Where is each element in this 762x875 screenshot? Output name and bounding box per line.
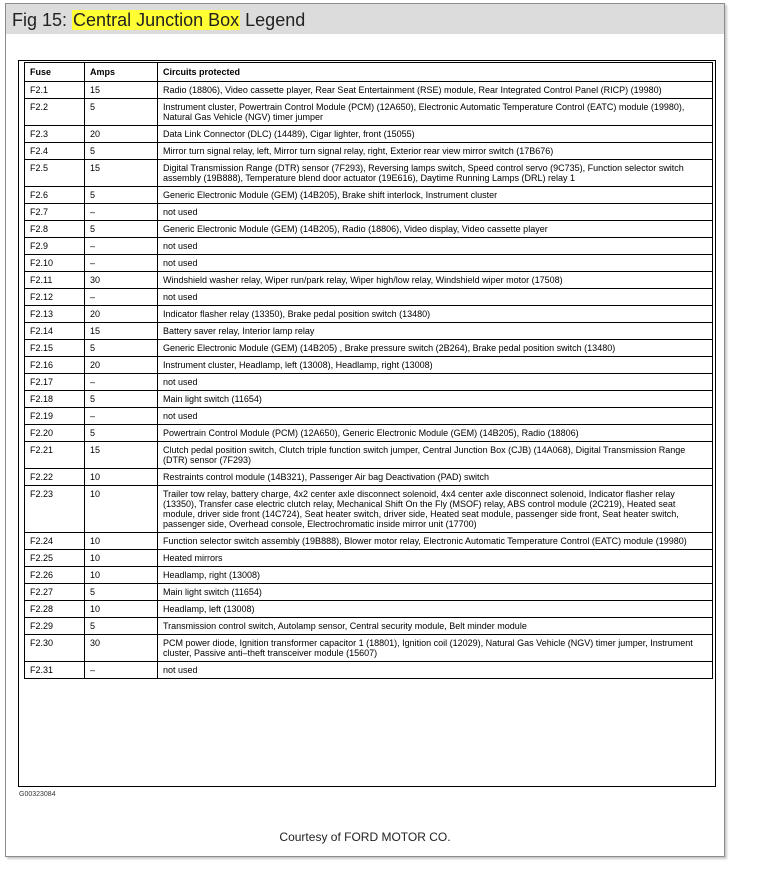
circuits-cell: Instrument cluster, Headlamp, left (13008), Headlamp, right (13008)	[158, 357, 713, 374]
table-row	[25, 662, 713, 679]
amps-cell: 10	[85, 469, 158, 486]
amps-cell: 10	[85, 486, 158, 533]
table-row	[25, 221, 713, 238]
table-row	[25, 635, 713, 662]
table-row	[25, 82, 713, 99]
amps-cell: 20	[85, 306, 158, 323]
table-row	[25, 425, 713, 442]
fuse-cell: F2.24	[25, 533, 85, 550]
table-row	[25, 204, 713, 221]
circuits-cell: Heated mirrors	[158, 550, 713, 567]
amps-cell: 10	[85, 550, 158, 567]
fuse-table	[24, 62, 713, 679]
fuse-cell: F2.12	[25, 289, 85, 306]
fuse-cell: F2.2	[25, 99, 85, 126]
title-bar	[6, 4, 724, 34]
circuits-cell: not used	[158, 408, 713, 425]
amps-cell: 10	[85, 601, 158, 618]
amps-cell: 10	[85, 567, 158, 584]
fuse-cell: F2.25	[25, 550, 85, 567]
circuits-cell: not used	[158, 238, 713, 255]
circuits-cell: not used	[158, 662, 713, 679]
circuits-cell: Headlamp, left (13008)	[158, 601, 713, 618]
fuse-cell: F2.20	[25, 425, 85, 442]
fuse-cell: F2.30	[25, 635, 85, 662]
fuse-legend-panel	[18, 60, 716, 787]
fuse-cell: F2.7	[25, 204, 85, 221]
table-row	[25, 391, 713, 408]
fuse-cell: F2.27	[25, 584, 85, 601]
circuits-cell: Powertrain Control Module (PCM) (12A650), Generic Electronic Module (GEM) (14B205), Radio (18806)	[158, 425, 713, 442]
table-row	[25, 340, 713, 357]
column-header-circuits: Circuits protected	[158, 63, 713, 82]
fuse-cell: F2.9	[25, 238, 85, 255]
circuits-cell: Instrument cluster, Powertrain Control Module (PCM) (12A650), Electronic Automatic Temperature Control (EATC) module (19980), Natural Gas Vehicle (NGV) timer jumper	[158, 99, 713, 126]
table-row	[25, 469, 713, 486]
table-header-row	[25, 63, 713, 82]
amps-cell: 5	[85, 143, 158, 160]
amps-cell: 15	[85, 442, 158, 469]
fuse-cell: F2.28	[25, 601, 85, 618]
amps-cell: 5	[85, 391, 158, 408]
figure-frame	[5, 3, 725, 857]
circuits-cell: not used	[158, 374, 713, 391]
fuse-cell: F2.14	[25, 323, 85, 340]
table-row	[25, 99, 713, 126]
fuse-cell: F2.31	[25, 662, 85, 679]
fuse-cell: F2.19	[25, 408, 85, 425]
fuse-cell: F2.8	[25, 221, 85, 238]
fuse-cell: F2.10	[25, 255, 85, 272]
fuse-cell: F2.3	[25, 126, 85, 143]
circuits-cell: not used	[158, 204, 713, 221]
amps-cell: 5	[85, 99, 158, 126]
table-row	[25, 323, 713, 340]
amps-cell: –	[85, 204, 158, 221]
fuse-cell: F2.16	[25, 357, 85, 374]
circuits-cell: Main light switch (11654)	[158, 584, 713, 601]
circuits-cell: Headlamp, right (13008)	[158, 567, 713, 584]
table-row	[25, 567, 713, 584]
amps-cell: –	[85, 255, 158, 272]
circuits-cell: Generic Electronic Module (GEM) (14B205) , Brake pressure switch (2B264), Brake pedal position switch (13480)	[158, 340, 713, 357]
fuse-cell: F2.5	[25, 160, 85, 187]
circuits-cell: Main light switch (11654)	[158, 391, 713, 408]
circuits-cell: Battery saver relay, Interior lamp relay	[158, 323, 713, 340]
amps-cell: 5	[85, 187, 158, 204]
fuse-cell: F2.26	[25, 567, 85, 584]
document-id: G00323084	[19, 791, 56, 798]
fuse-cell: F2.18	[25, 391, 85, 408]
amps-cell: 5	[85, 425, 158, 442]
amps-cell: 15	[85, 82, 158, 99]
amps-cell: 30	[85, 272, 158, 289]
amps-cell: –	[85, 662, 158, 679]
amps-cell: 5	[85, 221, 158, 238]
fig-label: Fig 15:	[12, 10, 68, 30]
fuse-cell: F2.13	[25, 306, 85, 323]
fuse-cell: F2.11	[25, 272, 85, 289]
circuits-cell: Clutch pedal position switch, Clutch triple function switch jumper, Central Junction Box (CJB) (14A068), Digital Transmission Range (DTR) sensor (7F293)	[158, 442, 713, 469]
figure-title	[12, 9, 305, 31]
fuse-cell: F2.17	[25, 374, 85, 391]
circuits-cell: Generic Electronic Module (GEM) (14B205), Radio (18806), Video display, Video cassette player	[158, 221, 713, 238]
circuits-cell: not used	[158, 289, 713, 306]
amps-cell: 5	[85, 584, 158, 601]
table-row	[25, 584, 713, 601]
circuits-cell: Function selector switch assembly (19B888), Blower motor relay, Electronic Automatic Temperature Control (EATC) module (19980)	[158, 533, 713, 550]
circuits-cell: Data Link Connector (DLC) (14489), Cigar lighter, front (15055)	[158, 126, 713, 143]
table-row	[25, 272, 713, 289]
table-row	[25, 143, 713, 160]
fuse-cell: F2.15	[25, 340, 85, 357]
fuse-cell: F2.6	[25, 187, 85, 204]
amps-cell: –	[85, 374, 158, 391]
column-header-fuse: Fuse	[25, 63, 85, 82]
amps-cell: 15	[85, 323, 158, 340]
amps-cell: 30	[85, 635, 158, 662]
circuits-cell: PCM power diode, Ignition transformer capacitor 1 (18801), Ignition coil (12029), Natural Gas Vehicle (NGV) timer jumper, Instrument cluster, Passive anti–theft transceiver module (15607)	[158, 635, 713, 662]
table-row	[25, 357, 713, 374]
table-row	[25, 255, 713, 272]
circuits-cell: Digital Transmission Range (DTR) sensor (7F293), Reversing lamps switch, Speed control servo (9C735), Function selector switch assembly (19B888), Temperature blend door actuator (19E616), Daytime Running Lamps (DRL) relay 1	[158, 160, 713, 187]
circuits-cell: Indicator flasher relay (13350), Brake pedal position switch (13480)	[158, 306, 713, 323]
title-highlight: Central Junction Box	[73, 10, 240, 30]
amps-cell: 5	[85, 618, 158, 635]
circuits-cell: Mirror turn signal relay, left, Mirror turn signal relay, right, Exterior rear view mirror switch (17B676)	[158, 143, 713, 160]
fuse-cell: F2.23	[25, 486, 85, 533]
table-row	[25, 408, 713, 425]
table-row	[25, 187, 713, 204]
amps-cell: –	[85, 238, 158, 255]
circuits-cell: not used	[158, 255, 713, 272]
table-row	[25, 486, 713, 533]
table-row	[25, 533, 713, 550]
table-row	[25, 289, 713, 306]
table-row	[25, 126, 713, 143]
amps-cell: 20	[85, 126, 158, 143]
column-header-amps: Amps	[85, 63, 158, 82]
fuse-cell: F2.22	[25, 469, 85, 486]
amps-cell: 10	[85, 533, 158, 550]
table-row	[25, 160, 713, 187]
fuse-cell: F2.29	[25, 618, 85, 635]
table-row	[25, 442, 713, 469]
amps-cell: –	[85, 408, 158, 425]
circuits-cell: Trailer tow relay, battery charge, 4x2 center axle disconnect solenoid, 4x4 center axle disconnect solenoid, Indicator flasher relay (13350), Transfer case electric clutch relay, Mechanical Shift On the Fly (MSOF) relay, ABS control module (2C219), Heated seat module, driver side front (14C724), Seat heater switch, driver side, Heated seat module, passenger side front, Seat heater switch, passenger side, Overhead console, Electrochromatic inside mirror unit (17700)	[158, 486, 713, 533]
table-row	[25, 550, 713, 567]
fuse-cell: F2.21	[25, 442, 85, 469]
amps-cell: –	[85, 289, 158, 306]
table-row	[25, 618, 713, 635]
title-rest: Legend	[245, 10, 306, 30]
circuits-cell: Windshield washer relay, Wiper run/park relay, Wiper high/low relay, Windshield wiper motor (17508)	[158, 272, 713, 289]
amps-cell: 20	[85, 357, 158, 374]
fuse-cell: F2.1	[25, 82, 85, 99]
table-row	[25, 238, 713, 255]
circuits-cell: Transmission control switch, Autolamp sensor, Central security module, Belt minder module	[158, 618, 713, 635]
table-row	[25, 306, 713, 323]
circuits-cell: Restraints control module (14B321), Passenger Air bag Deactivation (PAD) switch	[158, 469, 713, 486]
fuse-cell: F2.4	[25, 143, 85, 160]
amps-cell: 15	[85, 160, 158, 187]
table-row	[25, 601, 713, 618]
table-row	[25, 374, 713, 391]
amps-cell: 5	[85, 340, 158, 357]
circuits-cell: Generic Electronic Module (GEM) (14B205), Brake shift interlock, Instrument cluster	[158, 187, 713, 204]
courtesy-credit: Courtesy of FORD MOTOR CO.	[279, 830, 451, 844]
circuits-cell: Radio (18806), Video cassette player, Rear Seat Entertainment (RSE) module, Rear Integrated Control Panel (RICP) (19980)	[158, 82, 713, 99]
